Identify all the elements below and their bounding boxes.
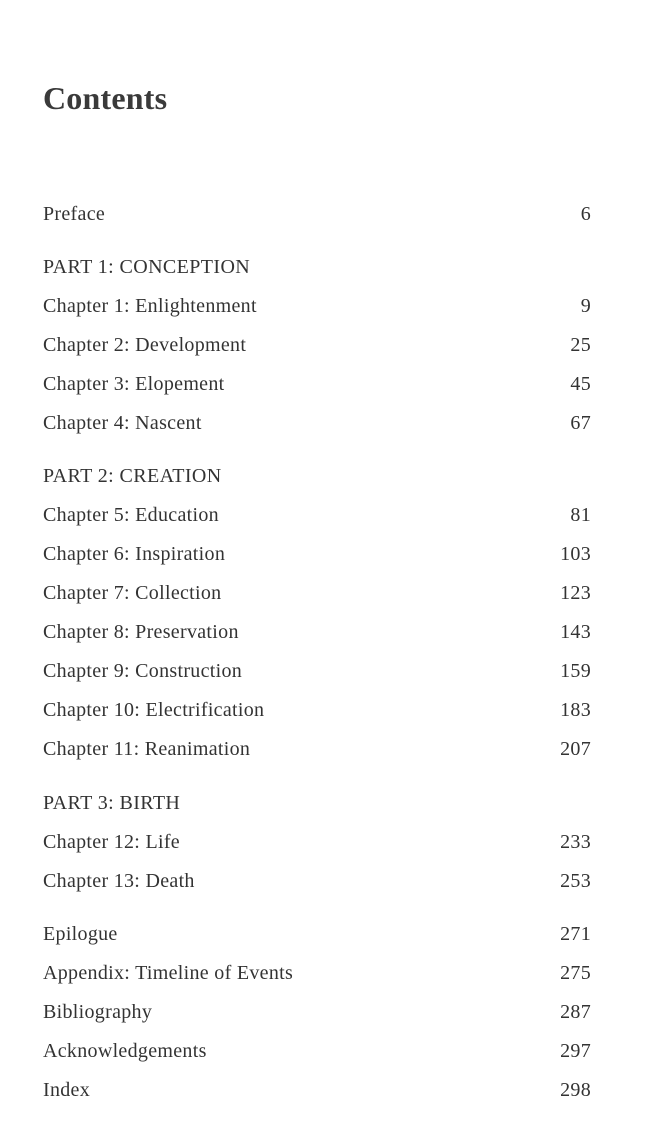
toc-entry-page: 233 [560, 831, 591, 853]
toc-entry-chapter-2[interactable] [43, 331, 591, 359]
toc-entry-chapter-12[interactable] [43, 828, 591, 856]
toc-entry-page: 9 [580, 295, 591, 317]
toc-entry-label: Chapter 2: Development [43, 334, 247, 356]
toc-entry-label: Chapter 7: Collection [43, 582, 222, 604]
toc-entry-page: 297 [560, 1040, 591, 1062]
toc-entry-page: 183 [560, 699, 591, 721]
toc-entry-chapter-1[interactable] [43, 292, 591, 320]
toc-entry-acknowledgements[interactable] [43, 1037, 591, 1065]
page-title: Contents [43, 80, 168, 116]
toc-entry-page: 159 [560, 660, 591, 682]
toc-entry-page: 81 [570, 504, 591, 526]
toc-entry-chapter-9[interactable] [43, 657, 591, 685]
toc-entry-label: Chapter 4: Nascent [43, 412, 202, 434]
toc-entry-chapter-8[interactable] [43, 618, 591, 646]
toc-entry-page: 25 [570, 334, 591, 356]
toc-entry-label: Appendix: Timeline of Events [43, 962, 294, 984]
toc-entry-page: 103 [560, 543, 591, 565]
toc-entry-chapter-7[interactable] [43, 579, 591, 607]
toc-entry-appendix[interactable] [43, 959, 591, 987]
toc-entry-label: Chapter 12: Life [43, 831, 180, 853]
toc-entry-label: Bibliography [43, 1001, 153, 1023]
part-heading-2 [43, 462, 591, 490]
toc-entry-label: Chapter 5: Education [43, 504, 219, 526]
toc-entry-label: Acknowledgements [43, 1040, 207, 1062]
toc-entry-page: 123 [560, 582, 591, 604]
toc-entry-page: 67 [570, 412, 591, 434]
toc-entry-page: 207 [560, 738, 591, 760]
toc-entry-chapter-11[interactable] [43, 735, 591, 763]
toc-entry-label: Preface [43, 203, 106, 225]
toc-entry-epilogue[interactable] [43, 920, 591, 948]
toc-entry-label: Chapter 11: Reanimation [43, 738, 251, 760]
toc-entry-chapter-10[interactable] [43, 696, 591, 724]
toc-entry-index[interactable] [43, 1076, 591, 1104]
toc-entry-label: Chapter 6: Inspiration [43, 543, 226, 565]
toc-entry-chapter-4[interactable] [43, 409, 591, 437]
toc-entry-page: 45 [570, 373, 591, 395]
part-heading-label: PART 2: CREATION [43, 465, 222, 487]
toc-entry-label: Chapter 13: Death [43, 870, 195, 892]
part-heading-1 [43, 253, 591, 281]
toc-entry-page: 275 [560, 962, 591, 984]
toc-entry-chapter-13[interactable] [43, 867, 591, 895]
toc-entry-label: Chapter 9: Construction [43, 660, 243, 682]
toc-entry-label: Chapter 3: Elopement [43, 373, 225, 395]
toc-entry-chapter-6[interactable] [43, 540, 591, 568]
part-heading-3 [43, 789, 591, 817]
toc-entry-page: 143 [560, 621, 591, 643]
toc-entry-preface[interactable] [43, 200, 591, 228]
toc-entry-page: 287 [560, 1001, 591, 1023]
toc-entry-page: 6 [580, 203, 591, 225]
toc-entry-label: Chapter 10: Electrification [43, 699, 265, 721]
toc-entry-page: 298 [560, 1079, 591, 1101]
toc-entry-chapter-5[interactable] [43, 501, 591, 529]
part-heading-label: PART 1: CONCEPTION [43, 256, 251, 278]
toc-entry-label: Chapter 8: Preservation [43, 621, 239, 643]
part-heading-label: PART 3: BIRTH [43, 792, 181, 814]
toc-entry-label: Index [43, 1079, 91, 1101]
toc-entry-page: 271 [560, 923, 591, 945]
toc-entry-bibliography[interactable] [43, 998, 591, 1026]
toc-entry-chapter-3[interactable] [43, 370, 591, 398]
toc-entry-label: Epilogue [43, 923, 118, 945]
toc-entry-page: 253 [560, 870, 591, 892]
toc-entry-label: Chapter 1: Enlightenment [43, 295, 257, 317]
